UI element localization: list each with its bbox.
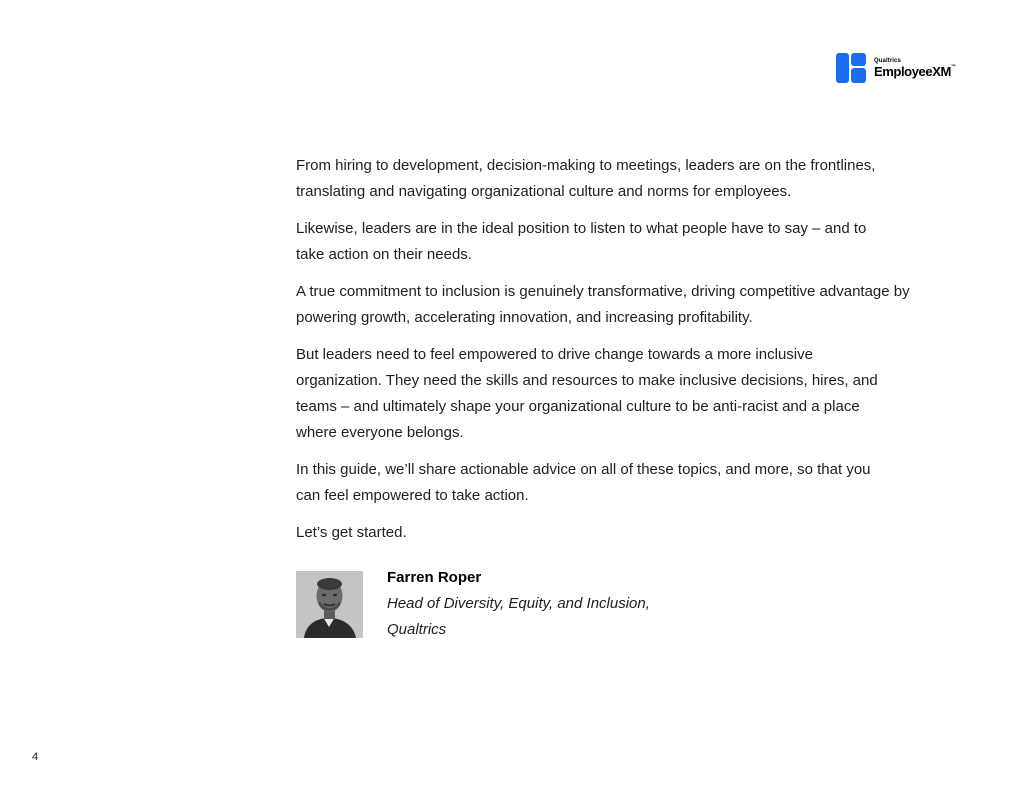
paragraph-5: In this guide, we’ll share actionable advice on all of these topics, and more, so that you can feel empowered to take action. bbox=[296, 461, 871, 504]
logo-qualtrics-text: Qualtrics bbox=[874, 58, 901, 64]
author-title-line-1: Head of Diversity, Equity, and Inclusion, bbox=[387, 595, 650, 612]
logo-trademark: ™ bbox=[950, 64, 956, 70]
author-signature bbox=[296, 571, 650, 643]
paragraph-1: From hiring to development, decision-making to meetings, leaders are on the frontlines, translating and navigating organizational culture and norms for employees. bbox=[296, 157, 876, 200]
author-photo bbox=[296, 571, 363, 638]
page-number: 4 bbox=[32, 751, 39, 763]
intro-body-text bbox=[296, 153, 936, 557]
paragraph-6: Let’s get started. bbox=[296, 524, 407, 541]
paragraph-4: But leaders need to feel empowered to drive change towards a more inclusive organization. They need the skills and resources to make inclusive decisions, hires, and teams – and ultimately shape your organizational culture to be anti-racist and a place where everyone belongs. bbox=[296, 346, 878, 441]
qualtrics-employeexm-logo bbox=[836, 53, 956, 83]
employeexm-logo-icon bbox=[836, 53, 866, 83]
portrait-image bbox=[296, 571, 363, 638]
paragraph-3: A true commitment to inclusion is genuinely transformative, driving competitive advantage by powering growth, accelerating innovation, and increasing profitability. bbox=[296, 283, 910, 326]
author-title-line-2: Qualtrics bbox=[387, 621, 447, 638]
logo-employeexm-text: EmployeeXM bbox=[874, 64, 951, 79]
author-name: Farren Roper bbox=[387, 569, 482, 586]
paragraph-2: Likewise, leaders are in the ideal position to listen to what people have to say – and to take action on their needs. bbox=[296, 220, 867, 263]
